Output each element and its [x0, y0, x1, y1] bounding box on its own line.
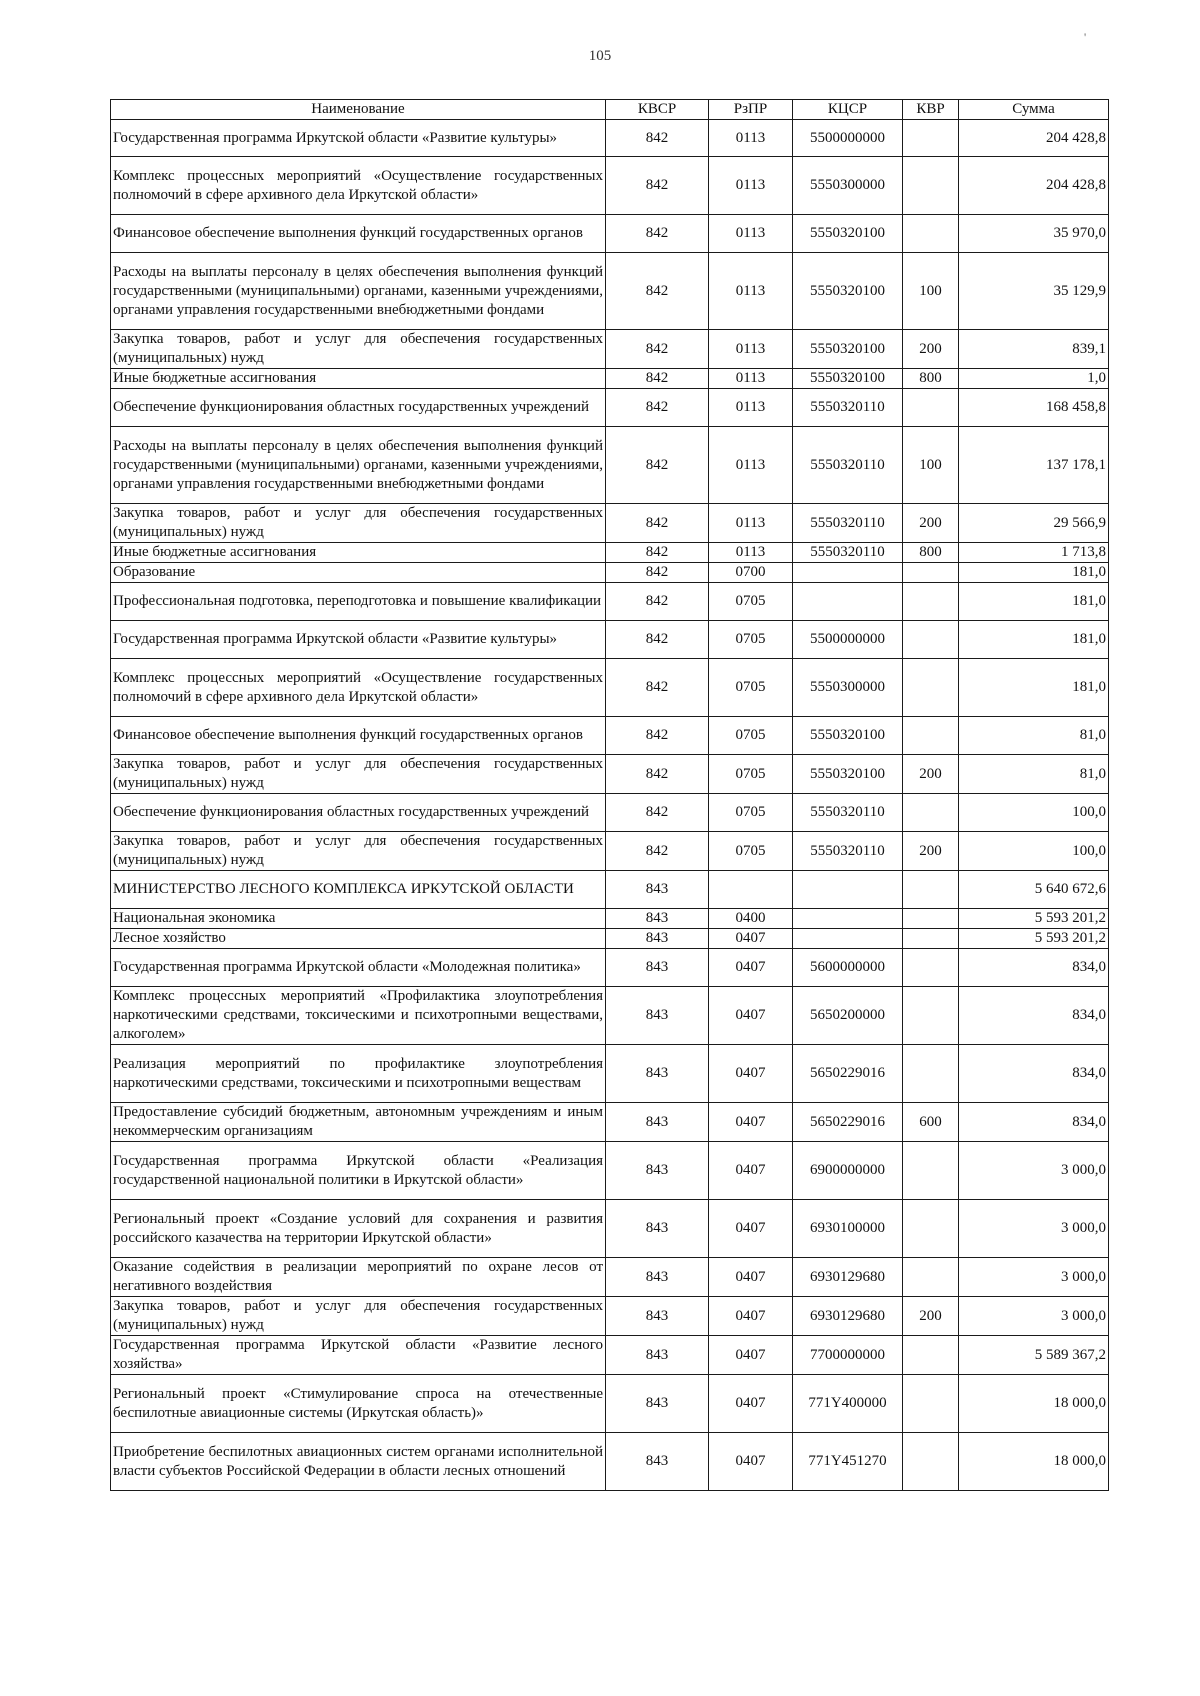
cell-kcsr: 771Y451270 — [793, 1433, 903, 1491]
cell-rzpr: 0113 — [709, 215, 793, 253]
cell-kvsr: 842 — [606, 253, 709, 330]
cell-name: Региональный проект «Создание условий для сохранения и развития российского казачества на территории Иркутской области» — [111, 1200, 606, 1258]
cell-kvr — [903, 120, 959, 157]
header-name: Наименование — [111, 100, 606, 120]
cell-kcsr: 5550320110 — [793, 504, 903, 543]
cell-kvsr: 842 — [606, 543, 709, 563]
cell-kvsr: 842 — [606, 504, 709, 543]
table-row — [111, 563, 1109, 583]
cell-name: Государственная программа Иркутской области «Реализация государственной национальной политики в Иркутской области» — [111, 1142, 606, 1200]
table-row — [111, 543, 1109, 563]
cell-sum: 834,0 — [959, 1103, 1109, 1142]
table-row — [111, 871, 1109, 909]
cell-rzpr: 0407 — [709, 1375, 793, 1433]
cell-sum: 137 178,1 — [959, 427, 1109, 504]
cell-sum: 3 000,0 — [959, 1200, 1109, 1258]
cell-sum: 181,0 — [959, 659, 1109, 717]
cell-sum: 35 970,0 — [959, 215, 1109, 253]
cell-rzpr: 0705 — [709, 755, 793, 794]
cell-name: Предоставление субсидий бюджетным, автономным учреждениям и иным некоммерческим организациям — [111, 1103, 606, 1142]
table-header-row — [111, 100, 1109, 120]
cell-kvr — [903, 1200, 959, 1258]
cell-sum: 81,0 — [959, 755, 1109, 794]
cell-rzpr: 0407 — [709, 1142, 793, 1200]
cell-name: Региональный проект «Стимулирование спроса на отечественные беспилотные авиационные системы (Иркутская область)» — [111, 1375, 606, 1433]
cell-rzpr — [709, 871, 793, 909]
cell-kvsr: 843 — [606, 929, 709, 949]
cell-kcsr: 5550320100 — [793, 755, 903, 794]
cell-name: Государственная программа Иркутской области «Молодежная политика» — [111, 949, 606, 987]
cell-rzpr: 0113 — [709, 504, 793, 543]
cell-sum: 1 713,8 — [959, 543, 1109, 563]
header-kvr: КВР — [903, 100, 959, 120]
cell-kvr: 800 — [903, 369, 959, 389]
page-number: 105 — [588, 48, 612, 64]
table-row — [111, 717, 1109, 755]
cell-name: Национальная экономика — [111, 909, 606, 929]
cell-kcsr: 6930129680 — [793, 1258, 903, 1297]
cell-kcsr — [793, 909, 903, 929]
cell-sum: 81,0 — [959, 717, 1109, 755]
cell-kvr — [903, 215, 959, 253]
cell-sum: 5 589 367,2 — [959, 1336, 1109, 1375]
cell-kvr — [903, 621, 959, 659]
cell-kcsr: 5550320100 — [793, 369, 903, 389]
table-row — [111, 389, 1109, 427]
cell-kcsr: 5550320110 — [793, 832, 903, 871]
cell-kvr: 200 — [903, 1297, 959, 1336]
cell-kvsr: 843 — [606, 1200, 709, 1258]
cell-sum: 834,0 — [959, 949, 1109, 987]
cell-kcsr: 5550320100 — [793, 215, 903, 253]
cell-name: Реализация мероприятий по профилактике злоупотребления наркотическими средствами, токсическими и психотропными веществам — [111, 1045, 606, 1103]
cell-name: Комплекс процессных мероприятий «Осуществление государственных полномочий в сфере архивного дела Иркутской области» — [111, 157, 606, 215]
cell-kvsr: 842 — [606, 157, 709, 215]
cell-name: Иные бюджетные ассигнования — [111, 369, 606, 389]
table-row — [111, 120, 1109, 157]
table-row — [111, 157, 1109, 215]
cell-rzpr: 0113 — [709, 253, 793, 330]
cell-sum: 834,0 — [959, 1045, 1109, 1103]
cell-sum: 204 428,8 — [959, 157, 1109, 215]
cell-kvr — [903, 1375, 959, 1433]
table-row — [111, 987, 1109, 1045]
cell-rzpr: 0113 — [709, 330, 793, 369]
cell-kvr: 600 — [903, 1103, 959, 1142]
cell-kvr — [903, 949, 959, 987]
cell-kvsr: 843 — [606, 1103, 709, 1142]
cell-kvsr: 843 — [606, 909, 709, 929]
cell-kvsr: 842 — [606, 369, 709, 389]
cell-rzpr: 0400 — [709, 909, 793, 929]
cell-rzpr: 0407 — [709, 1297, 793, 1336]
cell-rzpr: 0113 — [709, 543, 793, 563]
cell-rzpr: 0113 — [709, 120, 793, 157]
cell-rzpr: 0705 — [709, 794, 793, 832]
cell-rzpr: 0113 — [709, 369, 793, 389]
table-row — [111, 1142, 1109, 1200]
table-row — [111, 832, 1109, 871]
cell-kvr: 200 — [903, 832, 959, 871]
cell-name: Закупка товаров, работ и услуг для обеспечения государственных (муниципальных) нужд — [111, 330, 606, 369]
cell-rzpr: 0705 — [709, 659, 793, 717]
cell-rzpr: 0705 — [709, 583, 793, 621]
cell-sum: 18 000,0 — [959, 1433, 1109, 1491]
table-row — [111, 909, 1109, 929]
table-row — [111, 1336, 1109, 1375]
cell-kvsr: 843 — [606, 871, 709, 909]
table-row — [111, 427, 1109, 504]
table-row — [111, 1297, 1109, 1336]
table-row — [111, 621, 1109, 659]
cell-kvsr: 842 — [606, 583, 709, 621]
cell-kvr — [903, 871, 959, 909]
cell-name: Приобретение беспилотных авиационных систем органами исполнительной власти субъектов Российской Федерации в области лесных отношений — [111, 1433, 606, 1491]
cell-kcsr: 6930129680 — [793, 1297, 903, 1336]
cell-kvr — [903, 389, 959, 427]
cell-name: Расходы на выплаты персоналу в целях обеспечения выполнения функций государственными (муниципальными) органами, казенными учреждениями, органами управления государственными внебюджетными фондами — [111, 253, 606, 330]
cell-kvsr: 843 — [606, 1142, 709, 1200]
cell-kvsr: 842 — [606, 755, 709, 794]
cell-name: Лесное хозяйство — [111, 929, 606, 949]
cell-kvr: 100 — [903, 253, 959, 330]
header-kvsr: КВСР — [606, 100, 709, 120]
cell-kvr: 100 — [903, 427, 959, 504]
table-body — [111, 120, 1109, 1491]
cell-kcsr: 5550320110 — [793, 427, 903, 504]
cell-kvr — [903, 1433, 959, 1491]
cell-kvsr: 842 — [606, 794, 709, 832]
cell-kcsr: 7700000000 — [793, 1336, 903, 1375]
cell-name: Комплекс процессных мероприятий «Профилактика злоупотребления наркотическими средствами, токсическими и психотропными веществами, алкоголем» — [111, 987, 606, 1045]
table-row — [111, 504, 1109, 543]
cell-kvsr: 842 — [606, 389, 709, 427]
table-row — [111, 1045, 1109, 1103]
cell-kvsr: 843 — [606, 1336, 709, 1375]
cell-name: МИНИСТЕРСТВО ЛЕСНОГО КОМПЛЕКСА ИРКУТСКОЙ ОБЛАСТИ — [111, 871, 606, 909]
cell-kcsr — [793, 929, 903, 949]
cell-name: Закупка товаров, работ и услуг для обеспечения государственных (муниципальных) нужд — [111, 755, 606, 794]
cell-kvr — [903, 1045, 959, 1103]
cell-kcsr: 5650200000 — [793, 987, 903, 1045]
cell-kvr — [903, 1142, 959, 1200]
cell-kcsr: 5600000000 — [793, 949, 903, 987]
cell-name: Закупка товаров, работ и услуг для обеспечения государственных (муниципальных) нужд — [111, 504, 606, 543]
cell-kvsr: 843 — [606, 949, 709, 987]
table-row — [111, 369, 1109, 389]
cell-name: Расходы на выплаты персоналу в целях обеспечения выполнения функций государственными (муниципальными) органами, казенными учреждениями, органами управления государственными внебюджетными фондами — [111, 427, 606, 504]
cell-sum: 29 566,9 — [959, 504, 1109, 543]
cell-sum: 3 000,0 — [959, 1258, 1109, 1297]
cell-sum: 181,0 — [959, 563, 1109, 583]
table-row — [111, 659, 1109, 717]
cell-kcsr: 6900000000 — [793, 1142, 903, 1200]
cell-kvsr: 842 — [606, 621, 709, 659]
cell-name: Обеспечение функционирования областных государственных учреждений — [111, 389, 606, 427]
cell-rzpr: 0407 — [709, 1258, 793, 1297]
table-row — [111, 1258, 1109, 1297]
cell-kcsr: 771Y400000 — [793, 1375, 903, 1433]
cell-sum: 1,0 — [959, 369, 1109, 389]
cell-kcsr — [793, 871, 903, 909]
cell-rzpr: 0407 — [709, 1103, 793, 1142]
cell-sum: 204 428,8 — [959, 120, 1109, 157]
cell-name: Комплекс процессных мероприятий «Осуществление государственных полномочий в сфере архивного дела Иркутской области» — [111, 659, 606, 717]
cell-sum: 3 000,0 — [959, 1142, 1109, 1200]
cell-sum: 100,0 — [959, 832, 1109, 871]
cell-kvsr: 843 — [606, 1297, 709, 1336]
cell-kcsr: 5500000000 — [793, 621, 903, 659]
cell-rzpr: 0407 — [709, 987, 793, 1045]
cell-kvr — [903, 987, 959, 1045]
cell-kcsr: 5550320100 — [793, 330, 903, 369]
cell-kvr — [903, 563, 959, 583]
cell-rzpr: 0113 — [709, 427, 793, 504]
cell-rzpr: 0407 — [709, 1433, 793, 1491]
cell-kcsr: 5550320110 — [793, 794, 903, 832]
cell-kvsr: 842 — [606, 330, 709, 369]
cell-kvr: 200 — [903, 504, 959, 543]
cell-rzpr: 0113 — [709, 157, 793, 215]
table-row — [111, 1375, 1109, 1433]
cell-sum: 100,0 — [959, 794, 1109, 832]
cell-kcsr: 5550320100 — [793, 253, 903, 330]
cell-rzpr: 0700 — [709, 563, 793, 583]
header-sum: Сумма — [959, 100, 1109, 120]
cell-sum: 5 593 201,2 — [959, 929, 1109, 949]
cell-sum: 834,0 — [959, 987, 1109, 1045]
cell-sum: 839,1 — [959, 330, 1109, 369]
cell-name: Финансовое обеспечение выполнения функций государственных органов — [111, 717, 606, 755]
cell-kvr — [903, 929, 959, 949]
cell-rzpr: 0407 — [709, 1045, 793, 1103]
cell-rzpr: 0407 — [709, 949, 793, 987]
cell-sum: 35 129,9 — [959, 253, 1109, 330]
cell-kvsr: 843 — [606, 987, 709, 1045]
cell-name: Иные бюджетные ассигнования — [111, 543, 606, 563]
cell-kcsr: 5550320110 — [793, 389, 903, 427]
budget-table — [110, 99, 1109, 1491]
table-row — [111, 215, 1109, 253]
cell-name: Закупка товаров, работ и услуг для обеспечения государственных (муниципальных) нужд — [111, 1297, 606, 1336]
cell-kcsr: 5500000000 — [793, 120, 903, 157]
cell-kvsr: 843 — [606, 1045, 709, 1103]
cell-kcsr: 6930100000 — [793, 1200, 903, 1258]
cell-name: Государственная программа Иркутской области «Развитие культуры» — [111, 621, 606, 659]
cell-kcsr: 5550320100 — [793, 717, 903, 755]
cell-rzpr: 0705 — [709, 717, 793, 755]
cell-kcsr — [793, 563, 903, 583]
cell-name: Обеспечение функционирования областных государственных учреждений — [111, 794, 606, 832]
cell-rzpr: 0407 — [709, 929, 793, 949]
cell-sum: 18 000,0 — [959, 1375, 1109, 1433]
cell-kvsr: 842 — [606, 717, 709, 755]
cell-kvsr: 842 — [606, 659, 709, 717]
table-row — [111, 755, 1109, 794]
cell-kcsr — [793, 583, 903, 621]
cell-sum: 181,0 — [959, 621, 1109, 659]
cell-sum: 5 593 201,2 — [959, 909, 1109, 929]
cell-name: Профессиональная подготовка, переподготовка и повышение квалификации — [111, 583, 606, 621]
table-row — [111, 929, 1109, 949]
cell-kcsr: 5550320110 — [793, 543, 903, 563]
cell-kvsr: 843 — [606, 1258, 709, 1297]
cell-kvr — [903, 909, 959, 929]
cell-name: Финансовое обеспечение выполнения функций государственных органов — [111, 215, 606, 253]
cell-kcsr: 5550300000 — [793, 659, 903, 717]
header-rzpr: РзПР — [709, 100, 793, 120]
cell-kvr — [903, 794, 959, 832]
cell-kvr — [903, 157, 959, 215]
cell-kvsr: 843 — [606, 1375, 709, 1433]
cell-kvr — [903, 583, 959, 621]
cell-sum: 181,0 — [959, 583, 1109, 621]
cell-kvr — [903, 1336, 959, 1375]
corner-mark: ' — [1084, 30, 1087, 44]
cell-kvsr: 842 — [606, 563, 709, 583]
cell-kvsr: 843 — [606, 1433, 709, 1491]
table-row — [111, 1433, 1109, 1491]
cell-kvr: 200 — [903, 330, 959, 369]
table-row — [111, 794, 1109, 832]
cell-kvr — [903, 659, 959, 717]
cell-rzpr: 0705 — [709, 832, 793, 871]
cell-name: Образование — [111, 563, 606, 583]
cell-kvsr: 842 — [606, 832, 709, 871]
cell-sum: 3 000,0 — [959, 1297, 1109, 1336]
table-row — [111, 1200, 1109, 1258]
cell-kvsr: 842 — [606, 427, 709, 504]
cell-kvr: 200 — [903, 755, 959, 794]
table-row — [111, 949, 1109, 987]
table-row — [111, 253, 1109, 330]
header-kcsr: КЦСР — [793, 100, 903, 120]
cell-rzpr: 0407 — [709, 1336, 793, 1375]
cell-rzpr: 0705 — [709, 621, 793, 659]
cell-rzpr: 0407 — [709, 1200, 793, 1258]
cell-sum: 5 640 672,6 — [959, 871, 1109, 909]
cell-kvr: 800 — [903, 543, 959, 563]
cell-kvr — [903, 1258, 959, 1297]
cell-name: Государственная программа Иркутской области «Развитие культуры» — [111, 120, 606, 157]
cell-name: Государственная программа Иркутской области «Развитие лесного хозяйства» — [111, 1336, 606, 1375]
cell-kcsr: 5550300000 — [793, 157, 903, 215]
cell-kvsr: 842 — [606, 120, 709, 157]
table-row — [111, 330, 1109, 369]
cell-name: Оказание содействия в реализации мероприятий по охране лесов от негативного воздействия — [111, 1258, 606, 1297]
cell-kvsr: 842 — [606, 215, 709, 253]
cell-kcsr: 5650229016 — [793, 1103, 903, 1142]
table-row — [111, 583, 1109, 621]
cell-name: Закупка товаров, работ и услуг для обеспечения государственных (муниципальных) нужд — [111, 832, 606, 871]
cell-kcsr: 5650229016 — [793, 1045, 903, 1103]
cell-sum: 168 458,8 — [959, 389, 1109, 427]
table-row — [111, 1103, 1109, 1142]
cell-kvr — [903, 717, 959, 755]
cell-rzpr: 0113 — [709, 389, 793, 427]
